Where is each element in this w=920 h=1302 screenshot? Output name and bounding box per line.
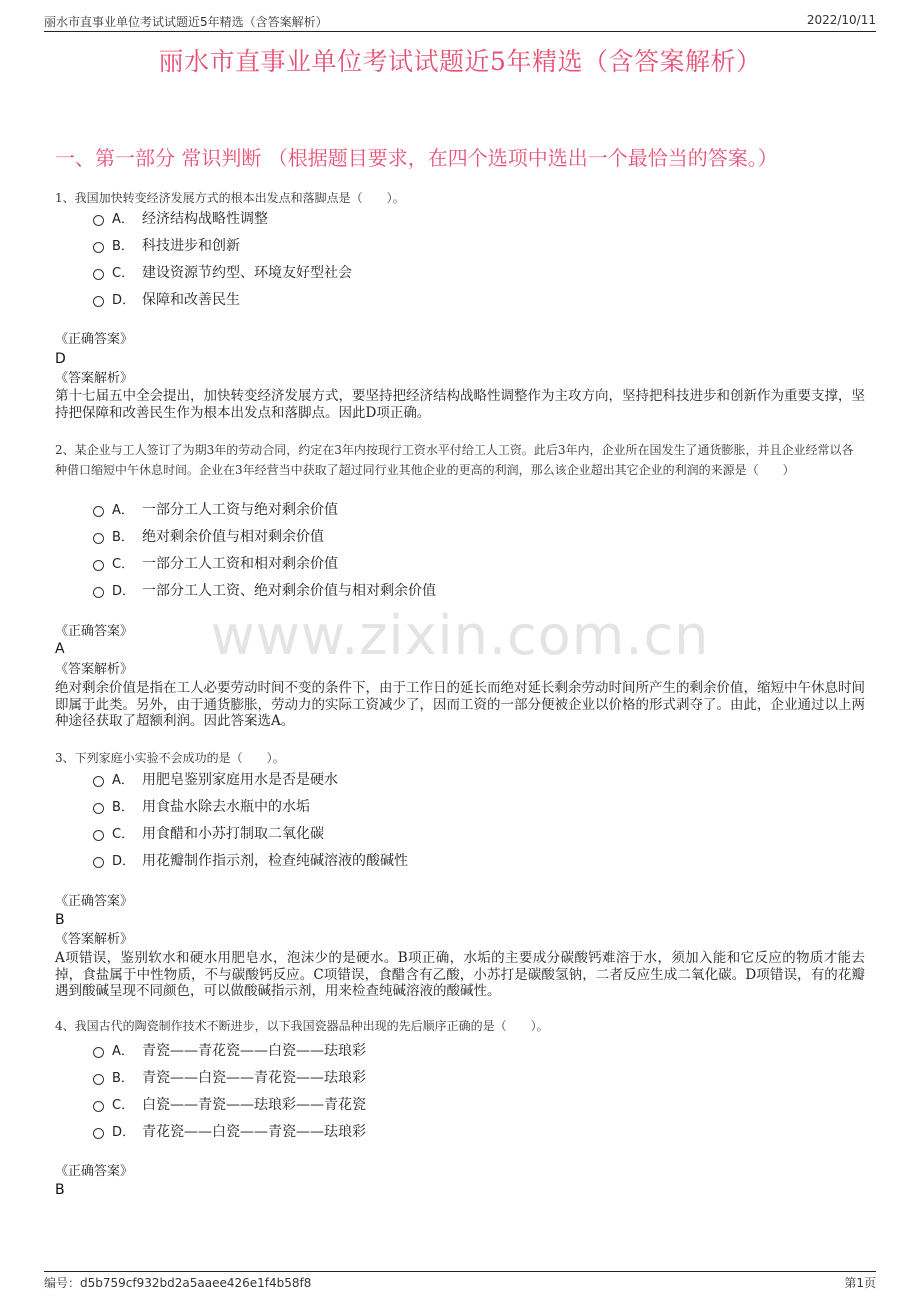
radio-icon[interactable]	[93, 296, 104, 307]
question-1-option-b[interactable]: B． 科技进步和创新	[93, 237, 240, 256]
radio-icon[interactable]	[93, 803, 104, 814]
question-2-text: 2、某企业与工人签订了为期3年的劳动合同，约定在3年内按现行工资水平付给工人工资。此后3年内，企业所在国发生了通货膨胀，并且企业经常以各种借口缩短中午休息时间。企业在3年经营当中获取了超过同行业其他企业的更高的利润，那么该企业超出其它企业的利润的来源是（ ）	[55, 443, 854, 477]
radio-icon[interactable]	[93, 830, 104, 841]
section-heading: 一、第一部分 常识判断 （根据题目要求，在四个选项中选出一个最恰当的答案。）	[55, 146, 778, 170]
radio-icon[interactable]	[93, 269, 104, 280]
radio-icon[interactable]	[93, 1101, 104, 1112]
radio-icon[interactable]	[93, 587, 104, 598]
explanation-label: 《答案解析》	[55, 662, 134, 677]
radio-icon[interactable]	[93, 1128, 104, 1139]
question-3-option-c[interactable]: C． 用食醋和小苏打制取二氧化碳	[93, 825, 324, 844]
question-4-option-b[interactable]: B． 青瓷——白瓷——青花瓷——珐琅彩	[93, 1069, 366, 1088]
radio-icon[interactable]	[93, 857, 104, 868]
question-2-explanation: 绝对剩余价值是指在工人必要劳动时间不变的条件下，由于工作日的延长而绝对延长剩余劳动时间所产生的剩余价值，缩短中午休息时间即属于此类。另外，由于通货膨胀，劳动力的实际工资减少了，因而工资的一部分便被企业以价格的形式剥夺了。由此，企业通过以上两种途径获取了超额利润。因此答案选A。	[55, 680, 865, 729]
radio-icon[interactable]	[93, 215, 104, 226]
question-3-answer: B	[55, 912, 65, 928]
question-2-option-b[interactable]: B． 绝对剩余价值与相对剩余价值	[93, 528, 324, 547]
question-3-option-d[interactable]: D． 用花瓣制作指示剂，检查纯碱溶液的酸碱性	[93, 852, 408, 871]
answer-label: 《正确答案》	[55, 894, 134, 909]
question-3-option-a[interactable]: A． 用肥皂鉴别家庭用水是否是硬水	[93, 771, 338, 790]
radio-icon[interactable]	[93, 242, 104, 253]
question-4-option-c[interactable]: C． 白瓷——青瓷——珐琅彩——青花瓷	[93, 1096, 366, 1115]
question-1-answer: D	[55, 351, 66, 367]
watermark: www.zixin.com.cn	[210, 604, 710, 667]
explanation-label: 《答案解析》	[55, 371, 134, 386]
question-3-option-b[interactable]: B． 用食盐水除去水瓶中的水垢	[93, 798, 310, 817]
page-footer	[44, 1271, 876, 1290]
radio-icon[interactable]	[93, 506, 104, 517]
page-title: 丽水市直事业单位考试试题近5年精选（含答案解析）	[158, 47, 762, 76]
radio-icon[interactable]	[93, 1074, 104, 1085]
question-1-option-a[interactable]: A． 经济结构战略性调整	[93, 210, 268, 229]
question-1-option-c[interactable]: C． 建设资源节约型、环境友好型社会	[93, 264, 352, 283]
answer-label: 《正确答案》	[55, 624, 134, 639]
radio-icon[interactable]	[93, 1047, 104, 1058]
question-4-option-a[interactable]: A． 青瓷——青花瓷——白瓷——珐琅彩	[93, 1042, 366, 1061]
question-4-answer: B	[55, 1182, 65, 1198]
question-3-explanation: A项错误，鉴别软水和硬水用肥皂水，泡沫少的是硬水。B项正确，水垢的主要成分碳酸钙难溶于水，须加入能和它反应的物质才能去掉，食盐属于中性物质，不与碳酸钙反应。C项错误，食醋含有乙酸，小苏打是碳酸氢钠，二者反应生成二氧化碳。D项错误，有的花瓣遇到酸碱呈现不同颜色，可以做酸碱指示剂，用来检查纯碱溶液的酸碱性。	[55, 950, 865, 999]
radio-icon[interactable]	[93, 776, 104, 787]
footer-page-number: 第1页	[844, 1276, 876, 1290]
question-2-answer: A	[55, 641, 65, 657]
question-1-text: 1、我国加快转变经济发展方式的根本出发点和落脚点是（ ）。	[55, 191, 405, 205]
header-doc-title: 丽水市直事业单位考试试题近5年精选（含答案解析）	[44, 15, 328, 29]
question-4-option-d[interactable]: D． 青花瓷——白瓷——青瓷——珐琅彩	[93, 1123, 366, 1142]
question-3-text: 3、下列家庭小实验不会成功的是（ ）。	[55, 751, 285, 765]
radio-icon[interactable]	[93, 560, 104, 571]
page-header	[44, 13, 876, 32]
footer-doc-id: 编号：d5b759cf932bd2a5aaee426e1f4b58f8	[44, 1276, 312, 1290]
radio-icon[interactable]	[93, 533, 104, 544]
answer-label: 《正确答案》	[55, 332, 134, 347]
header-date: 2022/10/11	[806, 13, 876, 27]
question-2-option-c[interactable]: C． 一部分工人工资和相对剩余价值	[93, 555, 338, 574]
answer-label: 《正确答案》	[55, 1164, 134, 1179]
question-2-option-a[interactable]: A． 一部分工人工资与绝对剩余价值	[93, 501, 338, 520]
question-1-option-d[interactable]: D． 保障和改善民生	[93, 291, 240, 310]
question-1-explanation: 第十七届五中全会提出，加快转变经济发展方式，要坚持把经济结构战略性调整作为主攻方向，坚持把科技进步和创新作为重要支撑，坚持把保障和改善民生作为根本出发点和落脚点。因此D项正确。	[55, 388, 865, 421]
question-2-option-d[interactable]: D． 一部分工人工资、绝对剩余价值与相对剩余价值	[93, 582, 436, 601]
question-4-text: 4、我国古代的陶瓷制作技术不断进步，以下我国瓷器品种出现的先后顺序正确的是（ ）。	[55, 1019, 549, 1033]
explanation-label: 《答案解析》	[55, 932, 134, 947]
